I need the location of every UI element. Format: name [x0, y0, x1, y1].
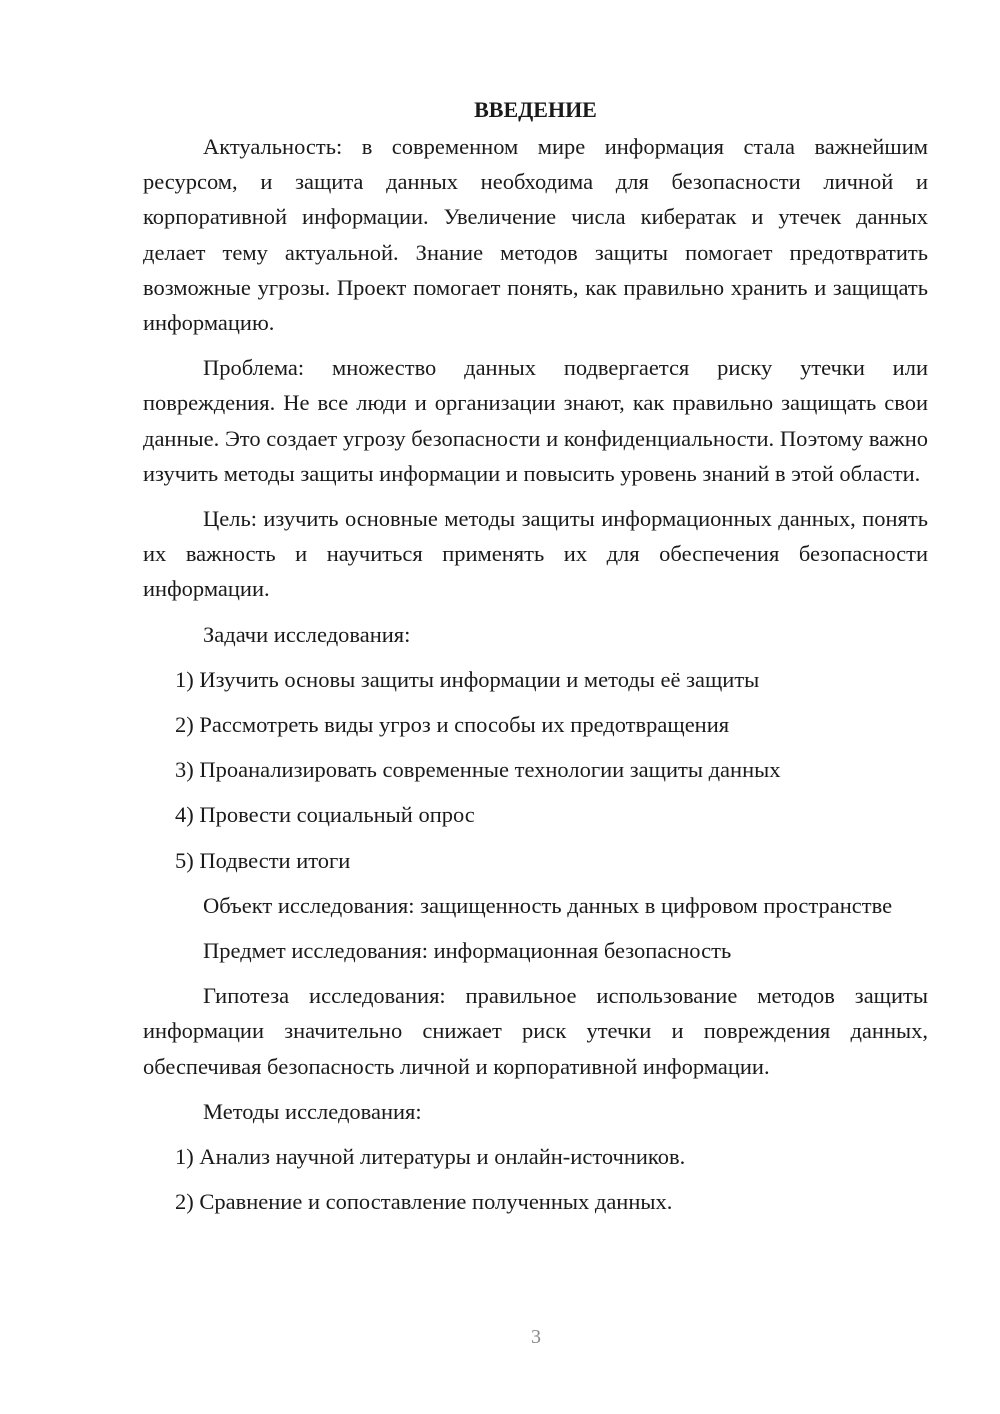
problem-paragraph: Проблема: множество данных подвергается риску утечки или повреждения. Не все люди и организации знают, как правильно защищать свои данные. Это создает угрозу безопасности и конфиденциальности. Поэтому важно изучить методы защиты информации и повысить уровень знаний в этой области.: [143, 355, 928, 486]
relevance-paragraph: Актуальность: в современном мире информация стала важнейшим ресурсом, и защита данных необходима для безопасности личной и корпоративной информации. Увеличение числа кибератак и утечек данных делает тему актуальной. Знание методов защиты помогает предотвратить возможные угрозы. Проект помогает понять, как правильно хранить и защищать информацию.: [143, 134, 928, 336]
hypothesis-paragraph: Гипотеза исследования: правильное использование методов защиты информации значительно снижает риск утечки и повреждения данных, обеспечивая безопасность личной и корпоративной информации.: [143, 983, 928, 1079]
list-item: 2) Сравнение и сопоставление полученных данных.: [175, 1189, 673, 1215]
object-paragraph: Объект исследования: защищенность данных в цифровом пространстве: [203, 892, 893, 918]
subject-paragraph: Предмет исследования: информационная безопасность: [203, 938, 732, 964]
list-item: 1) Изучить основы защиты информации и методы её защиты: [175, 666, 760, 692]
list-item: 2) Рассмотреть виды угроз и способы их предотвращения: [175, 712, 730, 738]
list-item: 3) Проанализировать современные технологии защиты данных: [175, 757, 781, 783]
goal-paragraph: Цель: изучить основные методы защиты информационных данных, понять их важность и научиться применять их для обеспечения безопасности информации.: [143, 506, 928, 602]
list-item: 1) Анализ научной литературы и онлайн-источников.: [175, 1144, 686, 1170]
methods-label: Методы исследования:: [203, 1098, 422, 1124]
tasks-label: Задачи исследования:: [203, 621, 411, 647]
document-page: [143, 92, 928, 1229]
list-item: 4) Провести социальный опрос: [175, 802, 475, 828]
methods-list: [143, 1139, 928, 1219]
section-heading: ВВЕДЕНИЕ: [474, 97, 597, 122]
tasks-list: [143, 662, 928, 878]
page-number: 3: [531, 1326, 541, 1348]
list-item: 5) Подвести итоги: [175, 847, 351, 873]
